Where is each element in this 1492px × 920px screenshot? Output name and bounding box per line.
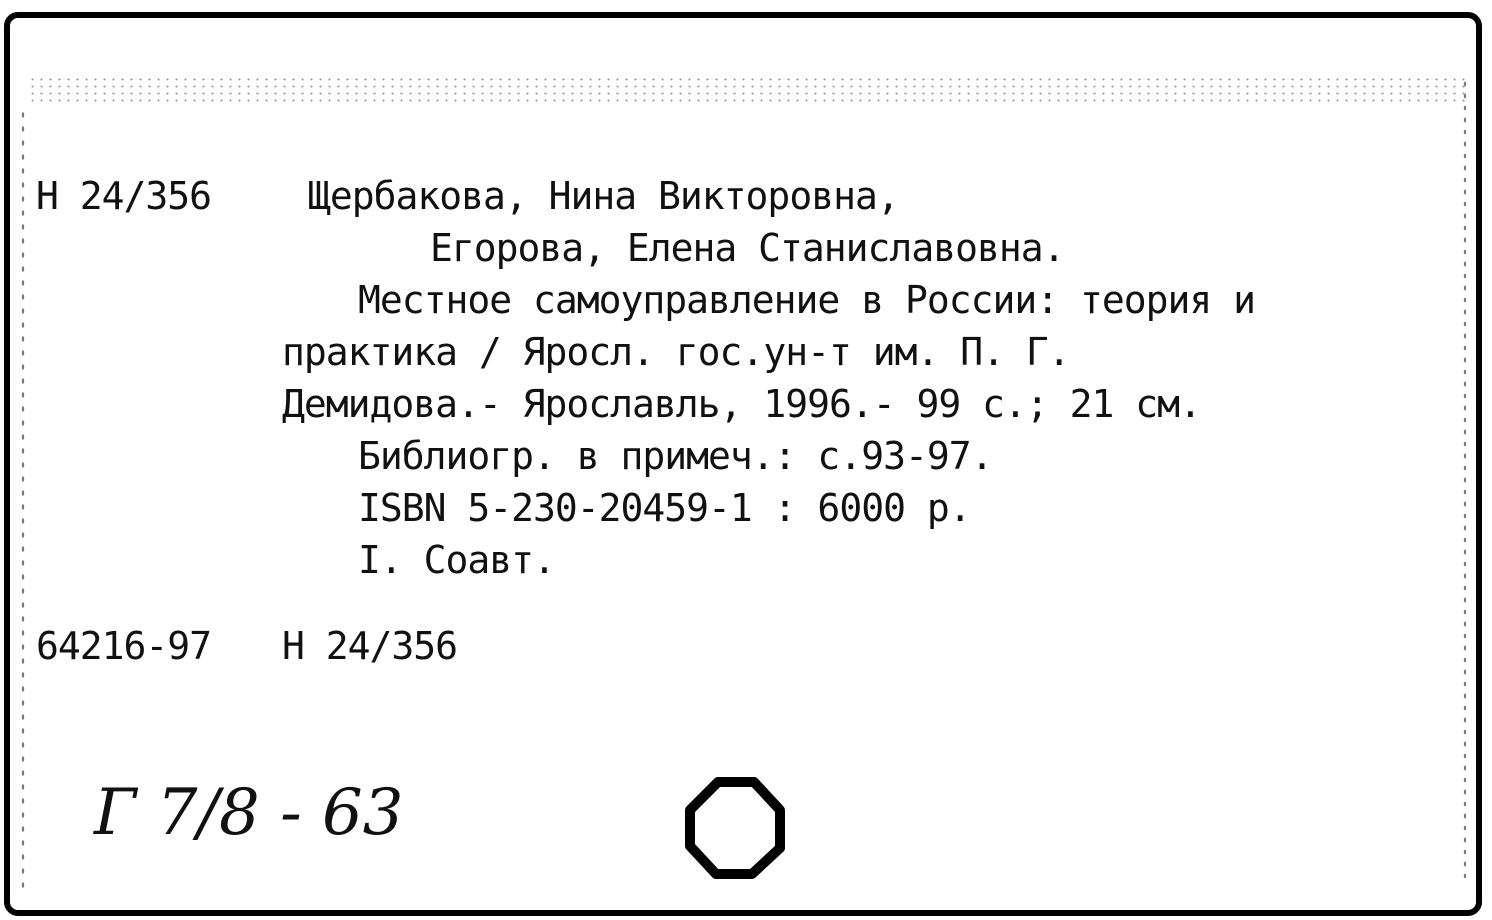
coauthor-note: I. Соавт. <box>358 538 555 582</box>
author-secondary: Егорова, Елена Станиславовна. <box>430 226 1065 270</box>
title-line-2: практика / Яросл. гос.ун-т им. П. Г. <box>282 330 1070 374</box>
imprint-line: Демидова.- Ярославль, 1996.- 99 с.; 21 см. <box>282 382 1201 426</box>
call-number-bottom: Н 24/356 <box>282 624 458 668</box>
author-primary: Щербакова, Нина Викторовна, <box>308 174 899 218</box>
circle-stamp-icon <box>680 774 790 884</box>
scan-noise-left <box>20 108 26 888</box>
title-line-1: Местное самоуправление в России: теория и <box>358 278 1255 322</box>
handwritten-code: Г 7/8 - 63 <box>94 776 404 850</box>
bibliography-note: Библиогр. в примеч.: с.93-97. <box>358 434 993 478</box>
call-number-top: Н 24/356 <box>36 174 212 218</box>
isbn-note: ISBN 5-230-20459-1 : 6000 р. <box>358 486 971 530</box>
accession-number: 64216-97 <box>36 624 212 668</box>
scan-noise-right <box>1462 78 1468 878</box>
catalog-card <box>4 12 1482 916</box>
scan-noise-top <box>28 76 1468 106</box>
